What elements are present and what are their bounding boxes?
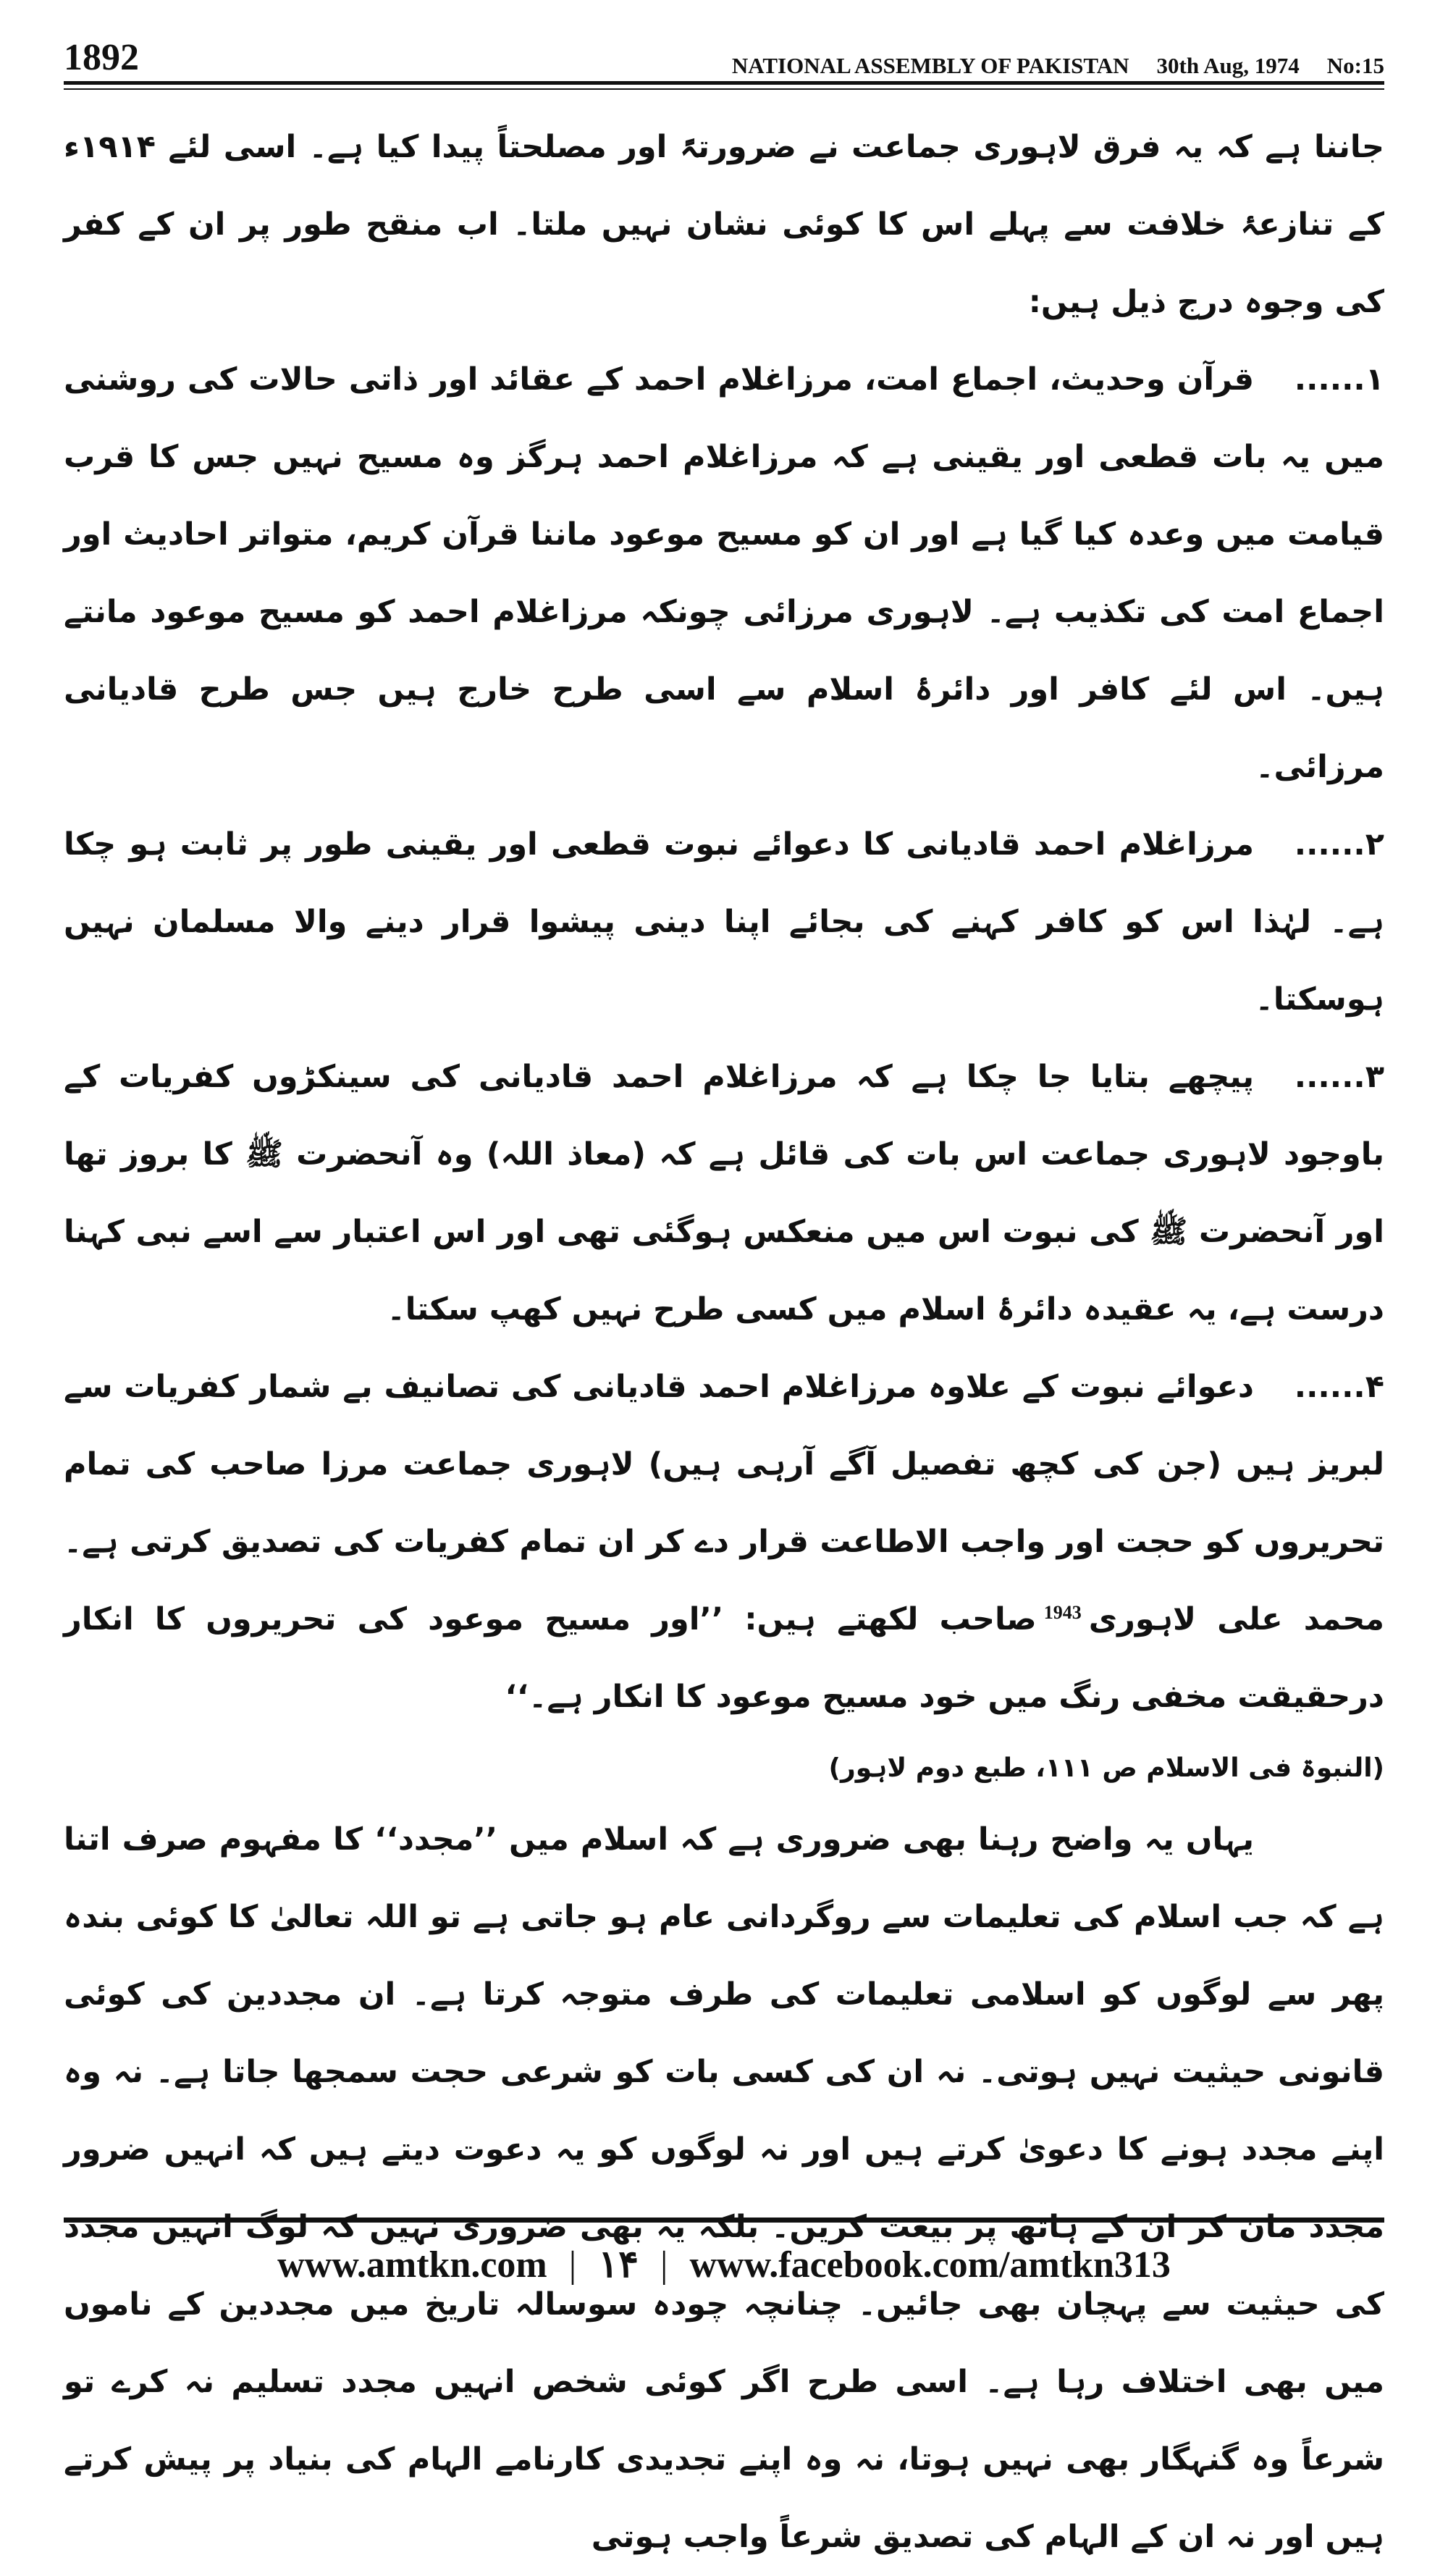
item-number: ۳......: [1294, 1059, 1384, 1095]
footer-rule: [64, 2218, 1384, 2223]
website-link[interactable]: www.amtkn.com: [277, 2244, 547, 2286]
local-page-number: ۱۴: [598, 2244, 639, 2286]
footer-separator-left: |: [568, 2244, 577, 2286]
footnote-reference: 1943: [1043, 1601, 1082, 1623]
list-item-4: [64, 1348, 1384, 1736]
page-header: [64, 26, 1384, 77]
intro-paragraph: جاننا ہے کہ یہ فرق لاہوری جماعت نے ضرورتہً اور مصلحتاً پیدا کیا ہے۔ اسی لئے ۱۹۱۴ء کے تنازعۂ خلافت سے پہلے اس کا کوئی نشان نہیں ملتا۔ اب منقح طور پر ان کے کفر کی وجوہ درج ذیل ہیں:: [64, 129, 1384, 320]
footer-separator-right: |: [660, 2244, 668, 2286]
issue-number: No:15: [1326, 53, 1384, 78]
running-head: [732, 54, 1384, 77]
item-text-before: دعوائے نبوت کے علاوہ مرزاغلام احمد قادیانی کی تصانیف بے شمار کفریات سے لبریز ہیں (جن کی کچھ تفصیل آگے آرہی ہیں) لاہوری جماعت مرزا صاحب کی تمام تحریروں کو حجت اور واجب الاطاعت قرار دے کر ان تمام کفریات کی تصدیق کرتی ہے۔ محمد علی لاہوری: [64, 1369, 1384, 1637]
citation: (النبوۃ فی الاسلام ص ۱۱۱، طبع دوم لاہور): [828, 1753, 1384, 1783]
item-number: ۴......: [1294, 1369, 1384, 1405]
publication-title: NATIONAL ASSEMBLY OF PAKISTAN: [731, 53, 1129, 78]
header-rule-thin: [64, 88, 1384, 90]
list-item-3: [64, 1039, 1384, 1348]
item-text: مرزاغلام احمد قادیانی کا دعوائے نبوت قطعی اور یقینی طور پر ثابت ہو چکا ہے۔ لہٰذا اس کو کافر کہنے کی بجائے اپنا دینی پیشوا قرار دینے والا مسلمان نہیں ہوسکتا۔: [64, 826, 1384, 1018]
item-text: قرآن وحدیث، اجماع امت، مرزاغلام احمد کے عقائد اور ذاتی حالات کی روشنی میں یہ بات قطعی اور یقینی ہے کہ مرزاغلام احمد ہرگز وہ مسیح نہیں جس کا قرب قیامت میں وعدہ کیا گیا ہے اور ان کو مسیح موعود ماننا قرآن کریم، متواتر احادیث اور اجماع امت کی تکذیب ہے۔ لاہوری مرزائی چونکہ مرزاغلام احمد کو مسیح موعود مانتے ہیں۔ اس لئے کافر اور دائرۂ اسلام سے اسی طرح خارج ہیں جس طرح قادیانی مرزائی۔: [64, 361, 1384, 785]
item-number: ۲......: [1294, 826, 1384, 863]
facebook-link[interactable]: www.facebook.com/amtkn313: [689, 2244, 1171, 2286]
page-footer: [64, 2239, 1384, 2290]
item-text-after: صاحب لکھتے ہیں: ’’اور مسیح موعود کی تحریروں کا انکار درحقیقت مخفی رنگ میں خود مسیح موعود کا انکار ہے۔‘‘: [64, 1601, 1384, 1715]
closing-paragraph: یہاں یہ واضح رہنا بھی ضروری ہے کہ اسلام میں ’’مجدد‘‘ کا مفہوم صرف اتنا ہے کہ جب اسلام کی تعلیمات سے روگردانی عام ہو جاتی ہے تو اللہ تعالیٰ کا کوئی بندہ پھر سے لوگوں کو اسلامی تعلیمات کی طرف متوجہ کرتا ہے۔ ان مجددین کی کوئی قانونی حیثیت نہیں ہوتی۔ نہ ان کی کسی بات کو شرعی حجت سمجھا جاتا ہے۔ نہ وہ اپنے مجدد ہونے کا دعویٰ کرتے ہیں اور نہ لوگوں کو یہ دعوت دیتے ہیں کہ انہیں ضرور مجدد مان کر ان کے ہاتھ پر بیعت کریں۔ بلکہ یہ بھی ضروری نہیں کہ لوگ انہیں مجدد کی حیثیت سے پہچان بھی جائیں۔ چنانچہ چودہ سوسالہ تاریخ میں مجددین کے ناموں میں بھی اختلاف رہا ہے۔ اسی طرح اگر کوئی شخص انہیں مجدد تسلیم نہ کرے تو شرعاً وہ گنہگار بھی نہیں ہوتا، نہ وہ اپنے تجدیدی کارنامے الہام کی بنیاد پر پیش کرتے ہیں اور نہ ان کے الہام کی تصدیق شرعاً واجب ہوتی: [64, 1821, 1384, 2555]
header-rule: [64, 81, 1384, 85]
list-item-1: [64, 341, 1384, 806]
list-item-2: [64, 806, 1384, 1039]
item-text: پیچھے بتایا جا چکا ہے کہ مرزاغلام احمد قادیانی کی سینکڑوں کفریات کے باوجود لاہوری جماعت اس بات کی قائل ہے کہ (معاذ اللہ) وہ آنحضرت ﷺ کا بروز تھا اور آنحضرت ﷺ کی نبوت اس میں منعکس ہوگئی تھی اور اس اعتبار سے اسے نبی کہنا درست ہے، یہ عقیدہ دائرۂ اسلام میں کسی طرح نہیں کھپ سکتا۔: [64, 1059, 1384, 1327]
session-date: 30th Aug, 1974: [1156, 53, 1300, 78]
page-number: 1892: [64, 37, 139, 78]
item-number: ۱......: [1294, 361, 1384, 398]
